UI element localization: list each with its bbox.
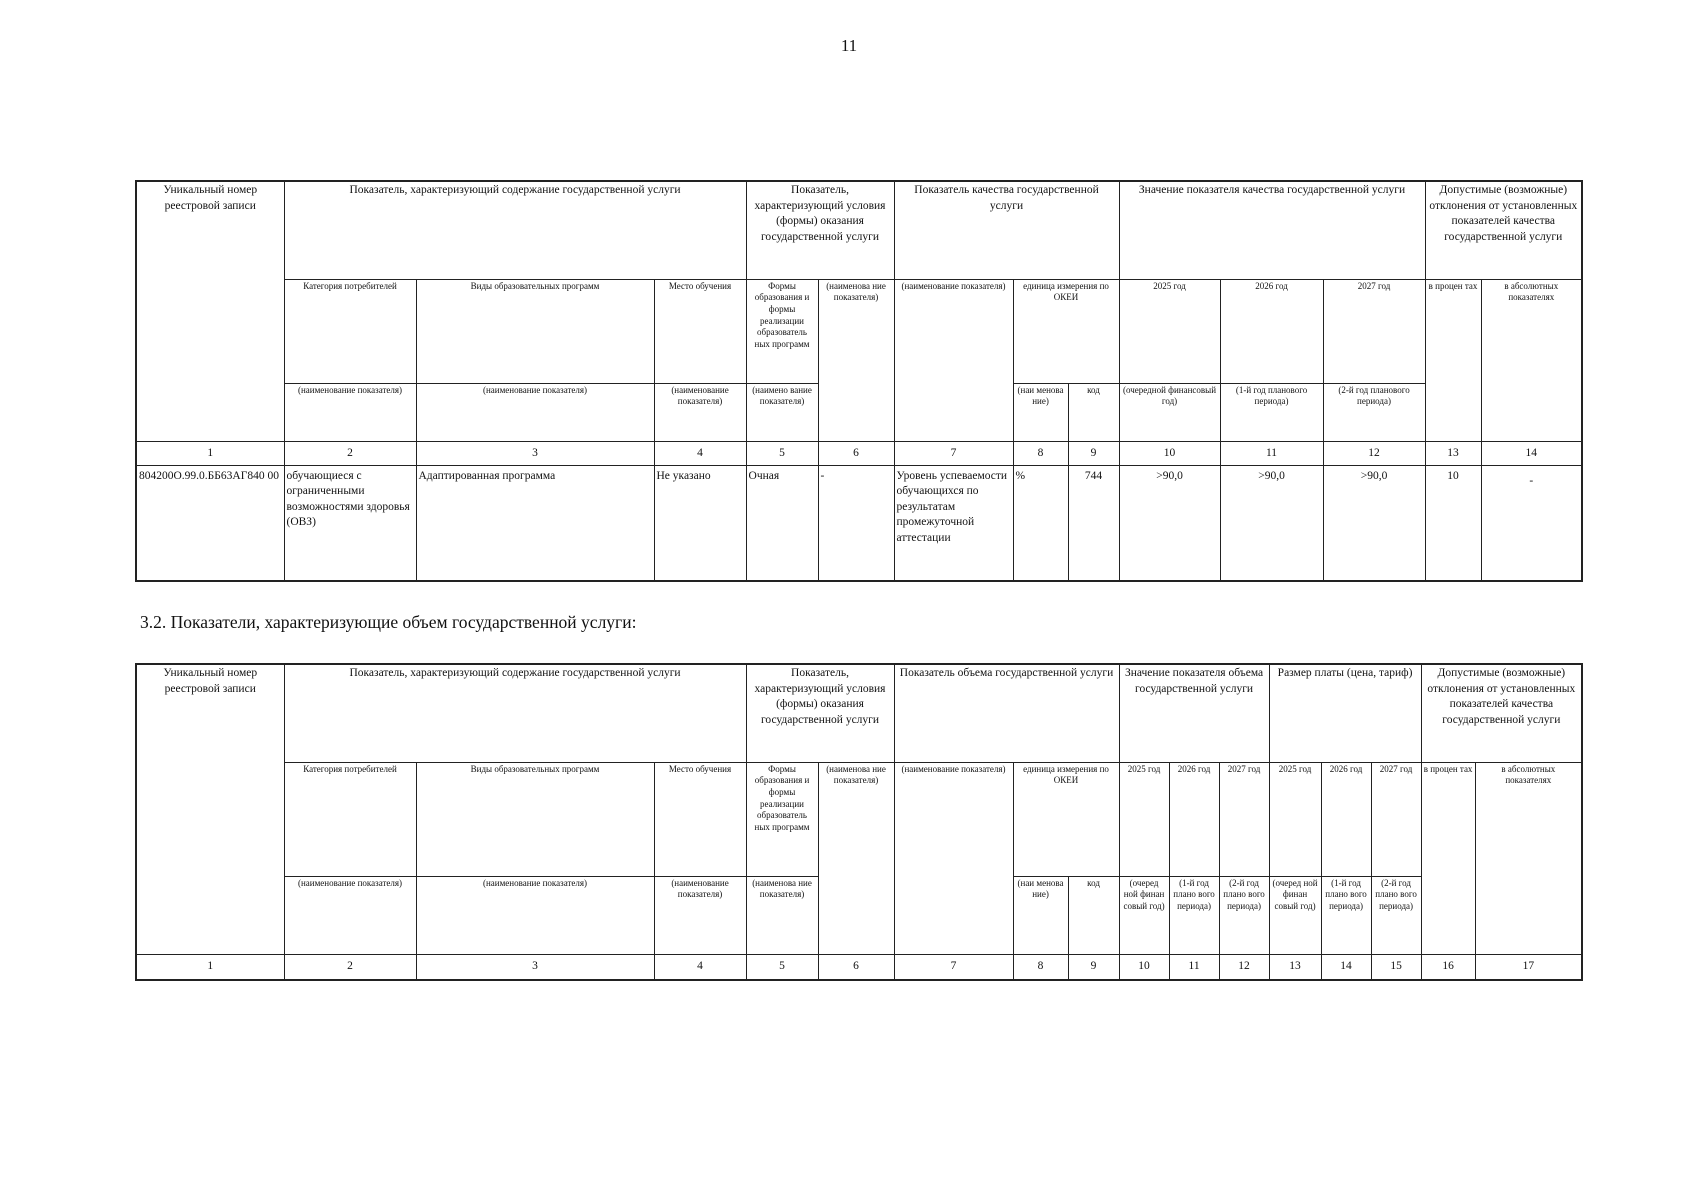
column-number: 5 bbox=[746, 954, 818, 980]
column-number: 2 bbox=[284, 954, 416, 980]
absolute-header: в абсолютных показателях bbox=[1481, 279, 1582, 441]
content-header: Показатель, характеризующий содержание государственной услуги bbox=[284, 664, 746, 762]
registry-header: Уникальный номер реестровой записи bbox=[136, 181, 284, 441]
column-number: 2 bbox=[284, 441, 416, 465]
value-year-2025-header: 2025 год bbox=[1119, 762, 1169, 876]
fee-year-2025-header: 2025 год bbox=[1269, 762, 1321, 876]
category-header: Категория потребителей bbox=[284, 279, 416, 383]
column-number: 10 bbox=[1119, 954, 1169, 980]
value-2026-cell: >90,0 bbox=[1220, 465, 1323, 581]
column-number: 8 bbox=[1013, 954, 1068, 980]
column-number: 14 bbox=[1321, 954, 1371, 980]
place-name-subheader: (наименование показателя) bbox=[654, 876, 746, 954]
column-number: 4 bbox=[654, 441, 746, 465]
column-number: 13 bbox=[1269, 954, 1321, 980]
absolute-header: в абсолютных показателях bbox=[1475, 762, 1582, 954]
unit-code-subheader: код bbox=[1068, 383, 1119, 441]
unit-header: единица измерения по ОКЕИ bbox=[1013, 279, 1119, 383]
column-number: 9 bbox=[1068, 954, 1119, 980]
column-number: 12 bbox=[1323, 441, 1425, 465]
column-number: 15 bbox=[1371, 954, 1421, 980]
forms-name-subheader: (наимено вание показателя) bbox=[746, 383, 818, 441]
quality-value-header: Значение показателя качества государственной услуги bbox=[1119, 181, 1425, 279]
percent-header: в процен тах bbox=[1425, 279, 1481, 441]
column-number: 12 bbox=[1219, 954, 1269, 980]
column-numbers-row bbox=[136, 441, 1582, 465]
quality-indicator-header: Показатель качества государственной услуги bbox=[894, 181, 1119, 279]
programs-name-subheader: (наименование показателя) bbox=[416, 876, 654, 954]
volume-indicator-header: Показатель объема государственной услуги bbox=[894, 664, 1119, 762]
indicator-cell: Уровень успеваемости обучающихся по результатам промежуточной аттестации bbox=[894, 465, 1013, 581]
column-number: 7 bbox=[894, 441, 1013, 465]
column-number: 3 bbox=[416, 954, 654, 980]
conditions-header: Показатель, характеризующий условия (формы) оказания государственной услуги bbox=[746, 664, 894, 762]
unit-name-subheader: (наи менова ние) bbox=[1013, 383, 1068, 441]
column-number: 17 bbox=[1475, 954, 1582, 980]
period-1-subheader: (очередной финансовый год) bbox=[1119, 383, 1220, 441]
registry-number-cell: 804200О.99.0.ББ63АГ840 00 bbox=[136, 465, 284, 581]
value-2027-cell: >90,0 bbox=[1323, 465, 1425, 581]
code-cell: 744 bbox=[1068, 465, 1119, 581]
value-period-3-subheader: (2-й год плано вого периода) bbox=[1219, 876, 1269, 954]
value-year-2027-header: 2027 год bbox=[1219, 762, 1269, 876]
percent-header: в процен тах bbox=[1421, 762, 1475, 954]
fee-period-1-subheader: (очеред ной финан совый год) bbox=[1269, 876, 1321, 954]
column-number: 1 bbox=[136, 954, 284, 980]
content-header: Показатель, характеризующий содержание государственной услуги bbox=[284, 181, 746, 279]
quality-indicators-table bbox=[135, 180, 1583, 582]
place-cell: Не указано bbox=[654, 465, 746, 581]
column-number: 9 bbox=[1068, 441, 1119, 465]
deviation-percent-cell: 10 bbox=[1425, 465, 1481, 581]
deviation-absolute-cell: - bbox=[1481, 465, 1582, 581]
deviations-header: Допустимые (возможные) отклонения от установленных показателей качества государственной услуги bbox=[1425, 181, 1582, 279]
conditions-header: Показатель, характеризующий условия (формы) оказания государственной услуги bbox=[746, 181, 894, 279]
registry-header: Уникальный номер реестровой записи bbox=[136, 664, 284, 954]
unit-code-subheader: код bbox=[1068, 876, 1119, 954]
column-number: 13 bbox=[1425, 441, 1481, 465]
value-year-2026-header: 2026 год bbox=[1169, 762, 1219, 876]
forms-header: Формы образования и формы реализации образователь ных программ bbox=[746, 762, 818, 876]
fee-period-3-subheader: (2-й год плано вого периода) bbox=[1371, 876, 1421, 954]
form-cell: Очная bbox=[746, 465, 818, 581]
category-cell: обучающиеся с ограниченными возможностями здоровья (ОВЗ) bbox=[284, 465, 416, 581]
value-period-1-subheader: (очеред ной финан совый год) bbox=[1119, 876, 1169, 954]
column-number: 7 bbox=[894, 954, 1013, 980]
programs-header: Виды образовательных программ bbox=[416, 762, 654, 876]
column-numbers-row bbox=[136, 954, 1582, 980]
place-name-subheader: (наименование показателя) bbox=[654, 383, 746, 441]
column-number: 6 bbox=[818, 441, 894, 465]
forms-name-subheader: (наименова ние показателя) bbox=[746, 876, 818, 954]
unit-header: единица измерения по ОКЕИ bbox=[1013, 762, 1119, 876]
year-2026-header: 2026 год bbox=[1220, 279, 1323, 383]
column-number: 6 bbox=[818, 954, 894, 980]
value-2025-cell: >90,0 bbox=[1119, 465, 1220, 581]
programs-header: Виды образовательных программ bbox=[416, 279, 654, 383]
fee-header: Размер платы (цена, тариф) bbox=[1269, 664, 1421, 762]
period-2-subheader: (1-й год планового периода) bbox=[1220, 383, 1323, 441]
column-number: 14 bbox=[1481, 441, 1582, 465]
unit-name-subheader: (наи менова ние) bbox=[1013, 876, 1068, 954]
forms-header: Формы образования и формы реализации образователь ных программ bbox=[746, 279, 818, 383]
year-2027-header: 2027 год bbox=[1323, 279, 1425, 383]
program-cell: Адаптированная программа bbox=[416, 465, 654, 581]
unit-cell: % bbox=[1013, 465, 1068, 581]
column-number: 5 bbox=[746, 441, 818, 465]
column-number: 8 bbox=[1013, 441, 1068, 465]
quality-name-header: (наименование показателя) bbox=[894, 279, 1013, 441]
place-header: Место обучения bbox=[654, 279, 746, 383]
volume-name-header: (наименование показателя) bbox=[894, 762, 1013, 954]
column-number: 1 bbox=[136, 441, 284, 465]
table-row bbox=[136, 465, 1582, 581]
category-header: Категория потребителей bbox=[284, 762, 416, 876]
programs-name-subheader: (наименование показателя) bbox=[416, 383, 654, 441]
volume-value-header: Значение показателя объема государственной услуги bbox=[1119, 664, 1269, 762]
column-number: 11 bbox=[1169, 954, 1219, 980]
page-number: 11 bbox=[840, 36, 858, 55]
section-title: 3.2. Показатели, характеризующие объем государственной услуги: bbox=[140, 612, 637, 632]
column-number: 16 bbox=[1421, 954, 1475, 980]
period-3-subheader: (2-й год планового периода) bbox=[1323, 383, 1425, 441]
condition-cell: - bbox=[818, 465, 894, 581]
column-number: 3 bbox=[416, 441, 654, 465]
column-number: 11 bbox=[1220, 441, 1323, 465]
condition-name-header: (наименова ние показателя) bbox=[818, 762, 894, 954]
value-period-2-subheader: (1-й год плано вого периода) bbox=[1169, 876, 1219, 954]
column-number: 4 bbox=[654, 954, 746, 980]
fee-year-2027-header: 2027 год bbox=[1371, 762, 1421, 876]
category-name-subheader: (наименование показателя) bbox=[284, 876, 416, 954]
volume-indicators-table bbox=[135, 663, 1583, 981]
deviations-header: Допустимые (возможные) отклонения от установленных показателей качества государственной услуги bbox=[1421, 664, 1582, 762]
year-2025-header: 2025 год bbox=[1119, 279, 1220, 383]
fee-year-2026-header: 2026 год bbox=[1321, 762, 1371, 876]
fee-period-2-subheader: (1-й год плано вого периода) bbox=[1321, 876, 1371, 954]
condition-name-header: (наименова ние показателя) bbox=[818, 279, 894, 441]
column-number: 10 bbox=[1119, 441, 1220, 465]
place-header: Место обучения bbox=[654, 762, 746, 876]
category-name-subheader: (наименование показателя) bbox=[284, 383, 416, 441]
